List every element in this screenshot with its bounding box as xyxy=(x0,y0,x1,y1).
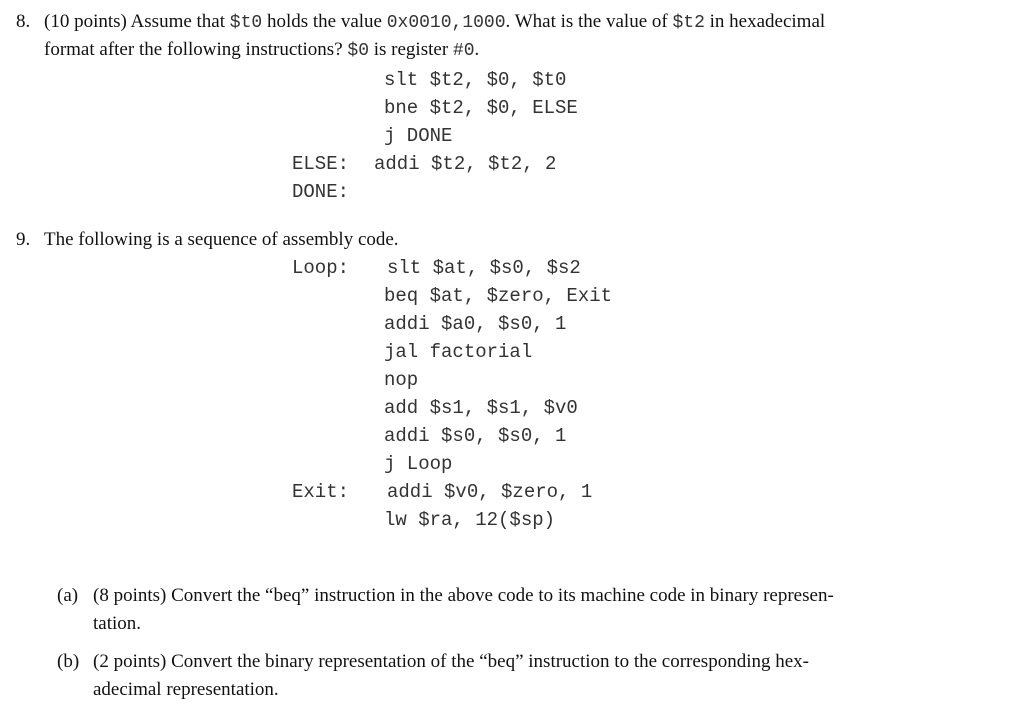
q9-part-b-marker: (b) xyxy=(57,651,80,672)
q8-line2-a: format after the following instructions? xyxy=(44,39,348,60)
q9-intro: The following is a sequence of assembly code. xyxy=(44,229,399,250)
q8-line2-b: is register xyxy=(369,39,453,60)
q8-intro-a: (10 points) Assume that xyxy=(44,11,230,32)
q9-number: 9. xyxy=(16,229,31,250)
q9-code-instr: lw $ra, 12($sp) xyxy=(384,509,556,531)
q9-code-instr: addi $v0, $zero, 1 xyxy=(387,481,593,503)
q9-part-a-line2: tation. xyxy=(93,613,142,634)
q8-intro-c: . What is the value of xyxy=(505,11,673,32)
q8-code-label: ELSE: xyxy=(292,153,350,175)
q8-code-instr: addi $t2, $t2, 2 xyxy=(374,153,557,175)
q9-code-instr: add $s1, $s1, $v0 xyxy=(384,397,578,419)
q8-reg-zero: $0 xyxy=(347,41,369,61)
q9-part-a-marker: (a) xyxy=(57,585,79,606)
q8-text-line2 xyxy=(44,38,479,63)
q8-code-instr: slt $t2, $0, $t0 xyxy=(384,69,567,91)
q8-reg-t0: $t0 xyxy=(229,13,263,33)
q9-part-a-line1: (8 points) Convert the “beq” instruction in the above code to its machine code in binary represen- xyxy=(93,585,834,606)
q9-code-instr: nop xyxy=(384,369,419,391)
q8-reg-t2: $t2 xyxy=(672,13,705,33)
q8-code-label: DONE: xyxy=(292,181,350,203)
q9-code-instr: beq $at, $zero, Exit xyxy=(384,285,613,307)
q9-part-b-line2: adecimal representation. xyxy=(93,679,279,700)
q8-line2-c: . xyxy=(474,39,480,60)
q9-part-b-line1: (2 points) Convert the binary representation of the “beq” instruction to the corresponding hex- xyxy=(93,651,809,672)
q8-intro-d: in hexadecimal xyxy=(704,11,826,32)
q9-code-instr: j Loop xyxy=(384,453,453,475)
q9-code-label: Exit: xyxy=(292,481,350,503)
q9-code-instr: slt $at, $s0, $s2 xyxy=(387,257,581,279)
q9-code-instr: jal factorial xyxy=(384,341,533,363)
q8-code-instr: j DONE xyxy=(384,125,453,147)
q8-number: 8. xyxy=(16,11,31,32)
q9-code-label: Loop: xyxy=(292,257,350,279)
q8-intro-b: holds the value xyxy=(262,11,387,32)
q8-value: 0x0010,1000 xyxy=(386,13,506,33)
q9-code-instr: addi $s0, $s0, 1 xyxy=(384,425,567,447)
q8-code-instr: bne $t2, $0, ELSE xyxy=(384,97,578,119)
q8-text-line1 xyxy=(44,10,825,35)
q9-code-instr: addi $a0, $s0, 1 xyxy=(384,313,567,335)
q8-reg-num: #0 xyxy=(452,41,475,61)
